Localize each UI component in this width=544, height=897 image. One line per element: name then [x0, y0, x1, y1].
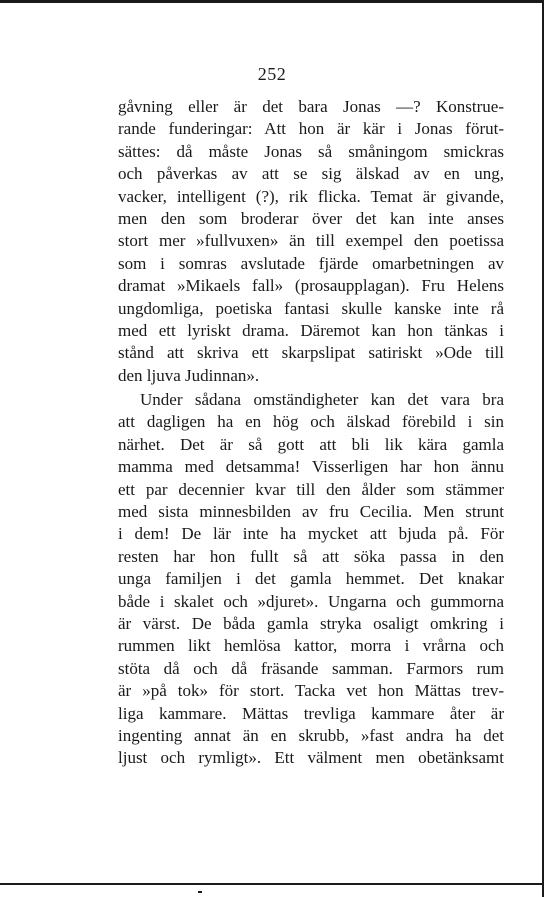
- text-line: unga familjen i det gamla hemmet. Det knakar: [118, 569, 504, 589]
- text-line: Under sådana omständigheter kan det vara bra: [140, 390, 504, 410]
- text-line: stöta då och då fräsande samman. Farmors rum: [118, 658, 504, 678]
- text-line: stånd att skriva ett skarpslipat satiriskt »Ode till: [118, 343, 504, 363]
- text-line: ett par decennier kvar till den ålder som stämmer: [118, 479, 504, 499]
- bottom-mark: [198, 891, 202, 893]
- text-line: liga kammare. Mättas trevliga kammare åter är: [118, 703, 504, 723]
- text-line: som i somras avslutade fjärde omarbetningen av: [118, 253, 504, 273]
- text-line: den ljuva Judinnan».: [118, 365, 260, 385]
- text-line: närhet. Det är så gott att bli lik kära gamla: [118, 434, 504, 454]
- text-line: gåvning eller är det bara Jonas —? Konstrue-: [118, 97, 504, 116]
- text-line: rande funderingar: Att hon är kär i Jonas förut-: [118, 119, 504, 139]
- top-border-rule: [0, 0, 544, 3]
- bottom-border-rule: [0, 883, 544, 885]
- text-line: stort mer »fullvuxen» än till exempel den poetissa: [118, 231, 504, 251]
- text-line: ungdomliga, poetiska fantasi skulle kanske inte rå: [118, 298, 504, 318]
- text-line: sättes: då måste Jonas så småningom smickras: [118, 141, 504, 161]
- text-line: mamma med detsamma! Visserligen har hon ännu: [118, 457, 504, 477]
- text-line: resten har hon fullt så att söka passa in den: [118, 546, 504, 566]
- body-text: [118, 96, 504, 770]
- page-number: 252: [257, 64, 287, 84]
- text-line: är värst. De båda gamla stryka osaligt omkring i: [118, 613, 504, 633]
- text-line: i dem! De lär inte ha mycket att bjuda på. För: [118, 524, 504, 544]
- text-line: ingenting annat än en skrubb, »fast andra ha det: [118, 725, 504, 745]
- text-line: med ett lyriskt drama. Däremot kan hon tänkas i: [118, 320, 504, 340]
- paragraph-2: [118, 389, 504, 770]
- paragraph-1: [118, 96, 504, 387]
- text-line: dramat »Mikaels fall» (prosaupplagan). Fru Helens: [118, 276, 504, 296]
- text-line: med sista minnesbilden av fru Cecilia. Men strunt: [118, 502, 504, 522]
- text-line: både i skalet och »djuret». Ungarna och gummorna: [118, 591, 504, 611]
- text-line: att dagligen ha en hög och älskad förebild i sin: [118, 412, 504, 432]
- text-line: ljust och rymligt». Ett välment men obetänksamt: [118, 748, 504, 768]
- text-line: vacker, intelligent (?), rik flicka. Temat är givande,: [118, 186, 504, 206]
- text-line: är »på tok» för stort. Tacka vet hon Mättas trev-: [118, 681, 504, 701]
- text-line: men den som broderar över det kan inte anses: [118, 208, 504, 228]
- text-line: och påverkas av att se sig älskad av en ung,: [118, 164, 504, 184]
- text-line: rummen likt hemlösa kattor, morra i vrårna och: [118, 636, 504, 656]
